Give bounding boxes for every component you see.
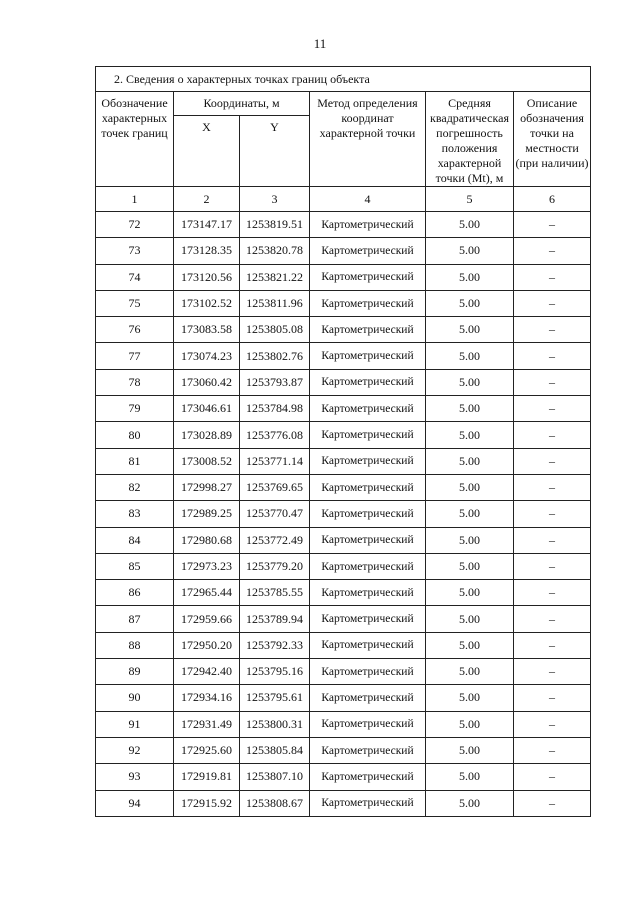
method-cell: Картометрический — [310, 580, 426, 606]
method-cell: Картометрический — [310, 369, 426, 395]
method-cell: Картометрический — [310, 317, 426, 343]
point-id-cell: 73 — [96, 238, 174, 264]
method-cell: Картометрический — [310, 501, 426, 527]
coord-x-cell: 172980.68 — [174, 527, 240, 553]
coord-y-cell: 1253805.84 — [240, 737, 310, 763]
description-cell: – — [514, 632, 591, 658]
description-cell: – — [514, 553, 591, 579]
description-cell: – — [514, 685, 591, 711]
table-row — [96, 448, 591, 474]
coord-x-cell: 172915.92 — [174, 790, 240, 816]
coord-y-cell: 1253802.76 — [240, 343, 310, 369]
coord-y-cell: 1253800.31 — [240, 711, 310, 737]
method-cell: Картометрический — [310, 264, 426, 290]
table-row — [96, 290, 591, 316]
point-id-cell: 93 — [96, 764, 174, 790]
error-cell: 5.00 — [426, 238, 514, 264]
description-cell: – — [514, 764, 591, 790]
error-cell: 5.00 — [426, 606, 514, 632]
point-id-cell: 79 — [96, 396, 174, 422]
table-row — [96, 343, 591, 369]
coord-y-cell: 1253779.20 — [240, 553, 310, 579]
coord-y-cell: 1253771.14 — [240, 448, 310, 474]
coord-y-cell: 1253811.96 — [240, 290, 310, 316]
method-cell: Картометрический — [310, 553, 426, 579]
coord-y-cell: 1253820.78 — [240, 238, 310, 264]
coord-y-cell: 1253769.65 — [240, 474, 310, 500]
table-row — [96, 264, 591, 290]
column-number: 2 — [174, 187, 240, 212]
error-cell: 5.00 — [426, 685, 514, 711]
description-cell: – — [514, 343, 591, 369]
description-cell: – — [514, 527, 591, 553]
method-cell: Картометрический — [310, 448, 426, 474]
description-cell: – — [514, 290, 591, 316]
coord-x-cell: 172989.25 — [174, 501, 240, 527]
description-cell: – — [514, 264, 591, 290]
method-cell: Картометрический — [310, 737, 426, 763]
point-id-cell: 91 — [96, 711, 174, 737]
coord-x-cell: 173028.89 — [174, 422, 240, 448]
boundary-points-table — [95, 66, 591, 817]
header-error: Средняя квадратическая погрешность положения характерной точки (Mt), м — [426, 92, 514, 187]
coord-y-cell: 1253821.22 — [240, 264, 310, 290]
method-cell: Картометрический — [310, 396, 426, 422]
point-id-cell: 86 — [96, 580, 174, 606]
point-id-cell: 92 — [96, 737, 174, 763]
coord-x-cell: 173128.35 — [174, 238, 240, 264]
method-cell: Картометрический — [310, 212, 426, 238]
point-id-cell: 72 — [96, 212, 174, 238]
coord-y-cell: 1253784.98 — [240, 396, 310, 422]
description-cell: – — [514, 212, 591, 238]
description-cell: – — [514, 659, 591, 685]
header-description: Описание обозначения точки на местности (при наличии) — [514, 92, 591, 187]
coord-y-cell: 1253795.16 — [240, 659, 310, 685]
coord-x-cell: 173046.61 — [174, 396, 240, 422]
coord-y-cell: 1253805.08 — [240, 317, 310, 343]
error-cell: 5.00 — [426, 212, 514, 238]
coord-x-cell: 172973.23 — [174, 553, 240, 579]
coord-y-cell: 1253807.10 — [240, 764, 310, 790]
header-coordinates: Координаты, м — [174, 92, 310, 116]
coord-x-cell: 173008.52 — [174, 448, 240, 474]
point-id-cell: 77 — [96, 343, 174, 369]
column-number: 4 — [310, 187, 426, 212]
table-row — [96, 606, 591, 632]
coord-y-cell: 1253795.61 — [240, 685, 310, 711]
point-id-cell: 74 — [96, 264, 174, 290]
error-cell: 5.00 — [426, 527, 514, 553]
point-id-cell: 88 — [96, 632, 174, 658]
coord-x-cell: 172942.40 — [174, 659, 240, 685]
error-cell: 5.00 — [426, 764, 514, 790]
coord-y-cell: 1253808.67 — [240, 790, 310, 816]
method-cell: Картометрический — [310, 474, 426, 500]
error-cell: 5.00 — [426, 737, 514, 763]
coord-y-cell: 1253792.33 — [240, 632, 310, 658]
section-title: 2. Сведения о характерных точках границ объекта — [96, 67, 591, 92]
column-number: 3 — [240, 187, 310, 212]
description-cell: – — [514, 317, 591, 343]
error-cell: 5.00 — [426, 317, 514, 343]
error-cell: 5.00 — [426, 290, 514, 316]
column-number: 5 — [426, 187, 514, 212]
table-row — [96, 474, 591, 500]
coord-x-cell: 172931.49 — [174, 711, 240, 737]
method-cell: Картометрический — [310, 527, 426, 553]
table-row — [96, 527, 591, 553]
table-row — [96, 369, 591, 395]
table-row — [96, 685, 591, 711]
description-cell: – — [514, 448, 591, 474]
point-id-cell: 85 — [96, 553, 174, 579]
point-id-cell: 84 — [96, 527, 174, 553]
point-id-cell: 76 — [96, 317, 174, 343]
error-cell: 5.00 — [426, 711, 514, 737]
description-cell: – — [514, 737, 591, 763]
coord-x-cell: 172934.16 — [174, 685, 240, 711]
method-cell: Картометрический — [310, 343, 426, 369]
table-row — [96, 632, 591, 658]
coord-y-cell: 1253785.55 — [240, 580, 310, 606]
coord-x-cell: 173083.58 — [174, 317, 240, 343]
table-row — [96, 553, 591, 579]
coord-y-cell: 1253770.47 — [240, 501, 310, 527]
coord-x-cell: 172998.27 — [174, 474, 240, 500]
table-row — [96, 659, 591, 685]
column-number: 1 — [96, 187, 174, 212]
error-cell: 5.00 — [426, 474, 514, 500]
description-cell: – — [514, 238, 591, 264]
point-id-cell: 80 — [96, 422, 174, 448]
table-row — [96, 711, 591, 737]
description-cell: – — [514, 369, 591, 395]
point-id-cell: 82 — [96, 474, 174, 500]
error-cell: 5.00 — [426, 422, 514, 448]
error-cell: 5.00 — [426, 659, 514, 685]
coord-x-cell: 172965.44 — [174, 580, 240, 606]
coord-x-cell: 173120.56 — [174, 264, 240, 290]
method-cell: Картометрический — [310, 685, 426, 711]
description-cell: – — [514, 580, 591, 606]
method-cell: Картометрический — [310, 659, 426, 685]
coord-x-cell: 173060.42 — [174, 369, 240, 395]
description-cell: – — [514, 501, 591, 527]
method-cell: Картометрический — [310, 632, 426, 658]
column-number: 6 — [514, 187, 591, 212]
description-cell: – — [514, 711, 591, 737]
coord-x-cell: 172919.81 — [174, 764, 240, 790]
header-y: Y — [240, 116, 310, 187]
coord-x-cell: 172950.20 — [174, 632, 240, 658]
table-row — [96, 396, 591, 422]
table-row — [96, 422, 591, 448]
coord-x-cell: 172925.60 — [174, 737, 240, 763]
column-number-row — [96, 187, 591, 212]
error-cell: 5.00 — [426, 396, 514, 422]
coord-x-cell: 173147.17 — [174, 212, 240, 238]
table-row — [96, 212, 591, 238]
section-title-row — [96, 67, 591, 92]
table-row — [96, 317, 591, 343]
method-cell: Картометрический — [310, 790, 426, 816]
description-cell: – — [514, 396, 591, 422]
table-row — [96, 238, 591, 264]
coord-y-cell: 1253772.49 — [240, 527, 310, 553]
coord-y-cell: 1253789.94 — [240, 606, 310, 632]
description-cell: – — [514, 606, 591, 632]
table-row — [96, 580, 591, 606]
error-cell: 5.00 — [426, 501, 514, 527]
method-cell: Картометрический — [310, 764, 426, 790]
point-id-cell: 94 — [96, 790, 174, 816]
point-id-cell: 83 — [96, 501, 174, 527]
error-cell: 5.00 — [426, 553, 514, 579]
table-row — [96, 737, 591, 763]
method-cell: Картометрический — [310, 290, 426, 316]
error-cell: 5.00 — [426, 448, 514, 474]
method-cell: Картометрический — [310, 422, 426, 448]
header-x: X — [174, 116, 240, 187]
error-cell: 5.00 — [426, 369, 514, 395]
error-cell: 5.00 — [426, 632, 514, 658]
description-cell: – — [514, 790, 591, 816]
table-row — [96, 790, 591, 816]
method-cell: Картометрический — [310, 606, 426, 632]
header-row-1 — [96, 92, 591, 116]
error-cell: 5.00 — [426, 790, 514, 816]
point-id-cell: 78 — [96, 369, 174, 395]
coord-x-cell: 173074.23 — [174, 343, 240, 369]
point-id-cell: 89 — [96, 659, 174, 685]
description-cell: – — [514, 474, 591, 500]
table-row — [96, 764, 591, 790]
point-id-cell: 87 — [96, 606, 174, 632]
coord-y-cell: 1253793.87 — [240, 369, 310, 395]
header-method: Метод определения координат характерной точки — [310, 92, 426, 187]
error-cell: 5.00 — [426, 343, 514, 369]
coord-y-cell: 1253819.51 — [240, 212, 310, 238]
header-designation: Обозначение характерных точек границ — [96, 92, 174, 187]
coord-x-cell: 172959.66 — [174, 606, 240, 632]
table-row — [96, 501, 591, 527]
point-id-cell: 81 — [96, 448, 174, 474]
method-cell: Картометрический — [310, 238, 426, 264]
method-cell: Картометрический — [310, 711, 426, 737]
description-cell: – — [514, 422, 591, 448]
error-cell: 5.00 — [426, 264, 514, 290]
error-cell: 5.00 — [426, 580, 514, 606]
point-id-cell: 75 — [96, 290, 174, 316]
coord-x-cell: 173102.52 — [174, 290, 240, 316]
point-id-cell: 90 — [96, 685, 174, 711]
coord-y-cell: 1253776.08 — [240, 422, 310, 448]
page-number: 11 — [313, 36, 327, 51]
